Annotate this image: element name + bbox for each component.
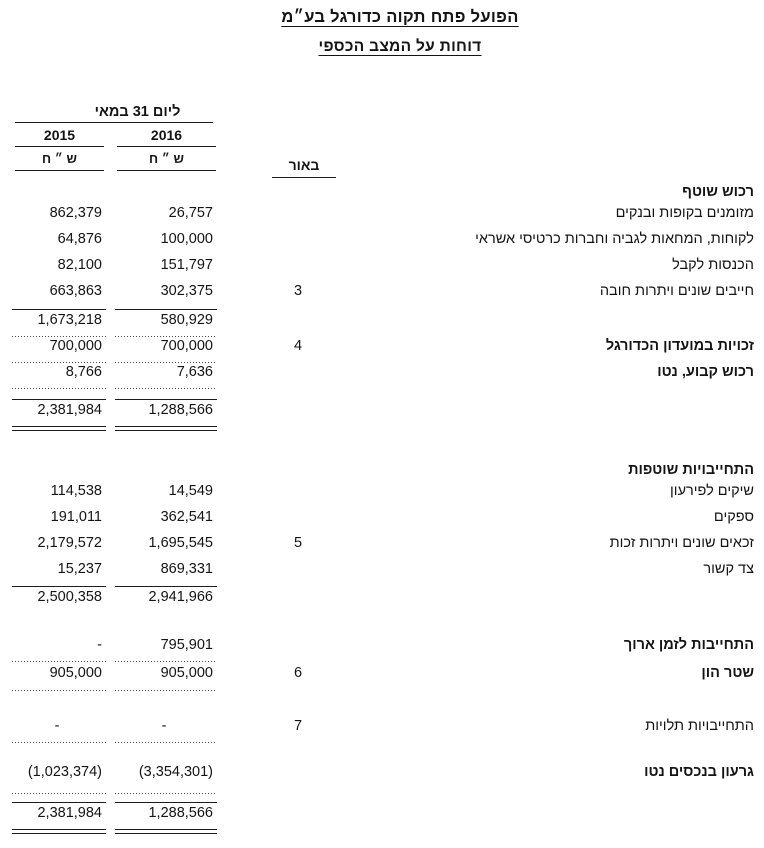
dotted-rule [12,690,106,691]
solid-rule [115,426,217,427]
solid-rule [12,833,106,834]
table-row [0,586,764,608]
amount-2016: 151,797 [160,257,213,273]
row-label: ספקים [713,509,754,525]
table-row [0,802,764,824]
section-header-row [0,459,764,481]
amount-2016: 905,000 [160,665,213,681]
table-row [0,761,764,783]
table-row [0,662,764,684]
amount-2015: 114,538 [50,483,102,499]
amount-2015: - [97,637,102,653]
amount-2015: 8,766 [65,364,102,380]
amount-2016: 1,288,566 [148,402,213,418]
note-number: 5 [293,535,303,551]
amount-2015: 905,000 [49,665,102,681]
table-row [0,480,764,502]
column-header-2016: 2016 [150,127,183,143]
row-label: שטר הון [701,665,754,681]
dotted-rule [115,793,217,794]
amount-2016: 14,549 [168,483,213,499]
solid-rule [12,430,106,431]
section-header-row [0,181,764,203]
amount-2015: 2,500,358 [37,589,102,605]
amount-2015: 1,673,218 [37,312,102,328]
row-label: התחייבויות שוטפות [628,462,754,478]
row-label: הכנסות לקבל [672,257,754,273]
dotted-rule [12,742,106,743]
solid-rule [117,170,216,171]
solid-rule [12,426,106,427]
solid-rule [15,146,104,147]
solid-rule [12,829,106,830]
table-row [0,506,764,528]
row-label: גרעון בנכסים נטו [644,764,754,780]
dotted-rule [12,793,106,794]
amount-2015: 2,381,984 [37,402,102,418]
amount-2016: 1,695,545 [148,535,213,551]
table-row [0,228,764,250]
dotted-rule [12,388,106,389]
amount-2016: - [161,718,167,734]
amount-2016: 1,288,566 [148,805,213,821]
solid-rule [117,146,216,147]
currency-label-2015: ש ״ ח [42,151,77,166]
amount-2015: - [54,718,60,734]
amount-2016: 580,929 [160,312,213,328]
note-number: 3 [293,283,303,299]
solid-rule [115,430,217,431]
row-label: מזומנים בקופות ובנקים [615,205,754,221]
row-label: רכוש קבוע, נטו [657,364,754,380]
solid-rule [15,122,213,123]
amount-2016: 100,000 [160,231,213,247]
note-number: 6 [293,665,303,681]
amount-2015: 700,000 [49,338,102,354]
amount-2015: (1,023,374) [27,764,102,780]
table-row [0,335,764,357]
solid-rule [115,829,217,830]
row-label: זכויות במועדון הכדורגל [605,338,754,354]
amount-2015: 82,100 [57,257,102,273]
dotted-rule [115,742,217,743]
amount-2016: 2,941,966 [148,589,213,605]
amount-2016: 362,541 [160,509,213,525]
amount-2015: 64,876 [57,231,102,247]
table-row [0,202,764,224]
table-row [0,634,764,656]
row-label: זכאים שונים ויתרות זכות [609,535,754,551]
dotted-rule [115,388,217,389]
row-label: צד קשור [703,561,754,577]
amount-2016: 26,757 [168,205,213,221]
amount-2016: 7,636 [176,364,213,380]
table-row [0,254,764,276]
row-label: חייבים שונים ויתרות חובה [599,283,754,299]
amount-2015: 2,381,984 [37,805,102,821]
amount-2015: 663,863 [49,283,102,299]
amount-2016: 302,375 [160,283,213,299]
document-title: הפועל פתח תקוה כדורגל בע״מ [281,8,519,26]
table-row [0,532,764,554]
table-row [0,558,764,580]
table-row [0,309,764,331]
solid-rule [15,170,104,171]
currency-label-2016: ש ״ ח [149,151,184,166]
row-label: לקוחות, המחאות לגביה וחברות כרטיסי אשראי [475,231,754,247]
dotted-rule [115,690,217,691]
table-row [0,399,764,421]
row-label: התחייבות לזמן ארוך [623,637,754,653]
solid-rule [272,177,336,178]
amount-2015: 2,179,572 [37,535,102,551]
solid-rule [115,833,217,834]
amount-2016: 795,901 [160,637,213,653]
note-number: 4 [293,338,303,354]
row-label: התחייבויות תלויות [645,718,754,734]
row-label: רכוש שוטף [682,184,754,200]
amount-2015: 15,237 [57,561,102,577]
note-number: 7 [293,718,303,734]
amount-2016: (3,354,301) [138,764,213,780]
table-row [0,715,764,737]
row-label: שיקים לפירעון [670,483,754,499]
column-header-2015: 2015 [43,127,76,143]
document-subtitle: דוחות על המצב הכספי [318,38,482,55]
amount-2016: 869,331 [160,561,213,577]
amount-2016: 700,000 [160,338,213,354]
amount-2015: 191,011 [50,509,102,525]
note-column-header: באור [288,157,320,173]
amount-2015: 862,379 [49,205,102,221]
table-row [0,280,764,302]
date-header: ליום 31 במאי [94,104,181,120]
table-row [0,361,764,383]
